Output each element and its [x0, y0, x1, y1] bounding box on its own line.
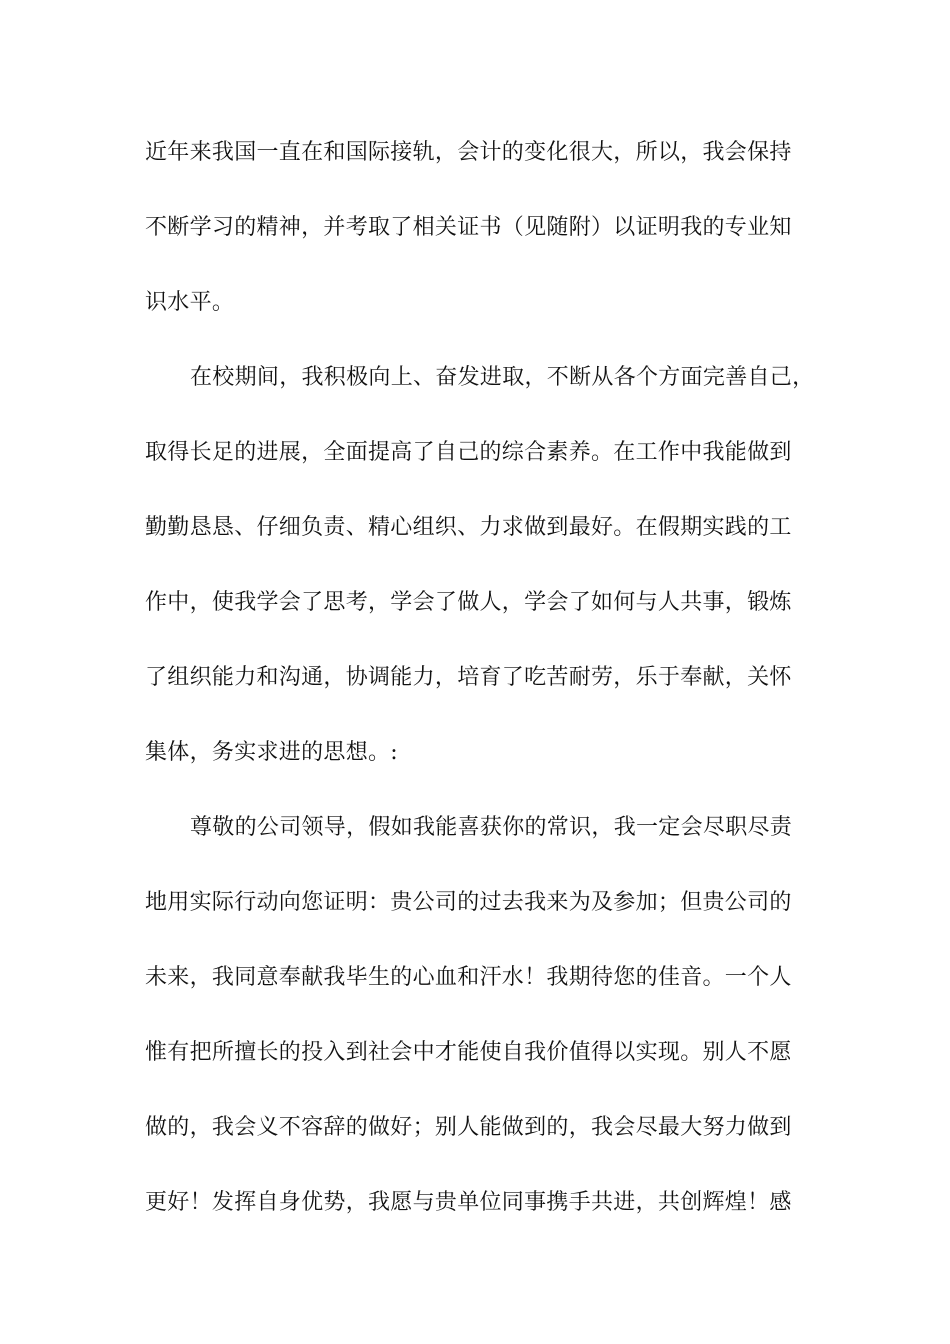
- text-line: 做的，我会义不容辞的做好；别人能做到的，我会尽最大努力做到: [145, 1115, 792, 1140]
- text-line: 了组织能力和沟通，协调能力，培育了吃苦耐劳，乐于奉献，关怀: [145, 665, 792, 690]
- text-line: 集体，务实求进的思想。:: [145, 740, 399, 765]
- text-line: 地用实际行动向您证明：贵公司的过去我来为及参加；但贵公司的: [145, 890, 792, 915]
- text-line: 不断学习的精神，并考取了相关证书（见随附）以证明我的专业知: [145, 215, 792, 240]
- text-line: 作中，使我学会了思考，学会了做人，学会了如何与人共事，锻炼: [145, 590, 792, 615]
- text-line: 未来，我同意奉献我毕生的心血和汗水！我期待您的佳音。一个人: [145, 965, 792, 990]
- paragraph-start-line: 在校期间，我积极向上、奋发进取，不断从各个方面完善自己，: [190, 365, 815, 390]
- body-text: [145, 133, 825, 1258]
- paragraph-start-line: 尊敬的公司领导，假如我能喜获你的常识，我一定会尽职尽责: [190, 815, 793, 840]
- text-line: 识水平。: [145, 290, 235, 315]
- text-line: 取得长足的进展，全面提高了自己的综合素养。在工作中我能做到: [145, 440, 792, 465]
- text-line: 近年来我国一直在和国际接轨，会计的变化很大，所以，我会保持: [145, 140, 792, 165]
- text-line: 更好！发挥自身优势，我愿与贵单位同事携手共进，共创辉煌！感: [145, 1190, 792, 1215]
- text-line: 惟有把所擅长的投入到社会中才能使自我价值得以实现。别人不愿: [145, 1040, 792, 1065]
- text-line: 勤勤恳恳、仔细负责、精心组织、力求做到最好。在假期实践的工: [145, 515, 792, 540]
